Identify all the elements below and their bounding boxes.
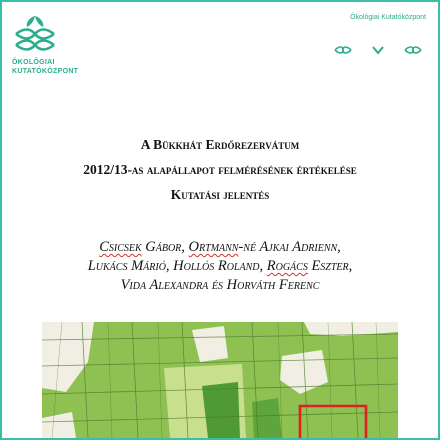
logo-text-line2: KUTATÓKÖZPONT <box>12 68 79 75</box>
authors <box>0 238 440 295</box>
author-name: Csicsek <box>99 239 142 255</box>
author-text: Gábor, <box>141 239 189 255</box>
header-icons <box>334 42 422 60</box>
logo-mark-icon <box>12 12 58 56</box>
org-name: Ökológiai Kutatóközpont <box>350 14 426 21</box>
author-line-1 <box>0 238 440 257</box>
author-text: -né Ajkai Adrienn, <box>238 239 341 255</box>
author-line-2 <box>0 257 440 276</box>
title-line-1: A Bükkhát Erdőrezervátum <box>140 137 300 152</box>
author-text: Eszter, <box>307 258 353 274</box>
author-name: Rogács <box>266 258 308 274</box>
title-line-2: 2012/13-as alapállapot felmérésének értékelése <box>83 162 357 177</box>
author-line-3: Vida Alexandra és Horváth Ferenc <box>120 277 320 293</box>
forest-map-image <box>42 322 398 438</box>
author-name: Ortmann <box>188 239 239 255</box>
logo-text-line1: ÖKOLÓGIAI <box>12 59 55 66</box>
fish-wave-icon <box>404 42 422 60</box>
title-line-3: Kutatási jelentés <box>170 187 270 202</box>
chevron-down-icon[interactable] <box>372 42 384 60</box>
author-text: Lukács Márió, Hollós Roland, <box>87 258 267 274</box>
fish-wave-icon <box>334 42 352 60</box>
report-title <box>0 132 440 207</box>
logo[interactable] <box>12 12 79 76</box>
